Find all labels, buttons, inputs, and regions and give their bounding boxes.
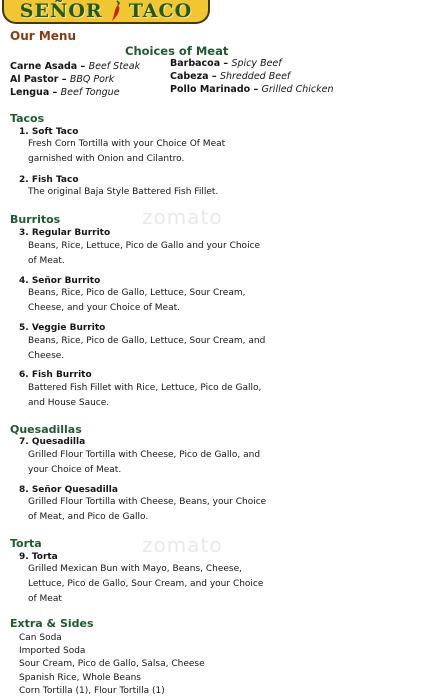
menu-item-desc: Beans, Rice, Lettuce, Pico de Gallo and your Choice of Meat.	[28, 241, 261, 266]
side-item: Spanish Rice, Whole Beans	[19, 673, 141, 683]
meat-desc: Shredded Beef	[219, 71, 291, 82]
section-title-extras: Extra & Sides	[10, 617, 94, 630]
menu-item-desc: Battered Fish Fillet with Rice, Lettuce, Pico de Gallo, and House Sauce.	[28, 383, 262, 408]
side-item: Can Soda	[19, 633, 62, 643]
watermark: zomato	[142, 205, 223, 229]
meat-desc: Beef Tongue	[60, 87, 120, 98]
brand-word-2: TACO	[128, 0, 193, 22]
menu-item-name: 1. Soft Taco	[19, 127, 79, 137]
menu-item-desc: Grilled Flour Tortilla with Cheese, Beans, your Choice of Meat, and Pico de Gallo.	[28, 497, 267, 522]
meat-choice: Cabeza – Shredded Beef	[170, 71, 291, 82]
side-item: Corn Tortilla (1), Flour Tortilla (1)	[19, 686, 165, 696]
menu-item-name: 9. Torta	[19, 552, 58, 562]
chili-pepper-icon	[109, 0, 123, 22]
menu-item-name: 7. Quesadilla	[19, 437, 86, 447]
meat-name: Barbacoa	[170, 58, 221, 69]
meat-desc: BBQ Pork	[69, 74, 115, 85]
menu-item-name: 5. Veggie Burrito	[19, 323, 106, 333]
brand-logo	[2, 0, 210, 24]
meat-desc: Spicy Beef	[231, 58, 282, 69]
meat-name: Al Pastor	[10, 74, 59, 85]
meat-name: Cabeza	[170, 71, 209, 82]
meat-name: Lengua	[10, 87, 50, 98]
section-title-quesadillas: Quesadillas	[10, 423, 82, 436]
meat-desc: Beef Steak	[88, 61, 141, 72]
menu-item-desc: Grilled Flour Tortilla with Cheese, Pico de Gallo, and your Choice of Meat.	[28, 450, 261, 475]
watermark: zomato	[142, 533, 223, 557]
menu-item-desc: Grilled Mexican Bun with Mayo, Beans, Cheese, Lettuce, Pico de Gallo, Sour Cream, and your Choice of Meat	[28, 564, 264, 604]
menu-title: Our Menu	[10, 29, 77, 43]
menu-item-name: 2. Fish Taco	[19, 175, 79, 185]
meat-choice: Pollo Marinado – Grilled Chicken	[170, 84, 334, 95]
menu-item-desc: The original Baja Style Battered Fish Fillet.	[28, 187, 219, 197]
section-title-burritos: Burritos	[10, 213, 61, 226]
meat-choice: Al Pastor – BBQ Pork	[10, 74, 115, 85]
menu-item-name: 8. Señor Quesadilla	[19, 485, 118, 495]
section-title-tacos: Tacos	[10, 112, 45, 125]
side-item: Imported Soda	[19, 646, 86, 656]
meat-choice: Carne Asada – Beef Steak	[10, 61, 141, 72]
menu-item-name: 3. Regular Burrito	[19, 228, 111, 238]
meat-desc: Grilled Chicken	[261, 84, 334, 95]
menu-item-name: 4. Señor Burrito	[19, 276, 101, 286]
section-title-torta: Torta	[10, 537, 42, 550]
brand-word-1: SEÑOR	[19, 0, 103, 22]
meat-choice: Barbacoa – Spicy Beef	[170, 58, 282, 69]
menu-item-desc: Beans, Rice, Pico de Gallo, Lettuce, Sour Cream, and Cheese.	[28, 336, 266, 361]
menu-item-desc: Fresh Corn Tortilla with your Choice Of Meat garnished with Onion and Cilantro.	[28, 139, 226, 164]
meat-name: Carne Asada	[10, 61, 78, 72]
side-item: Sour Cream, Pico de Gallo, Salsa, Cheese	[19, 659, 205, 669]
meat-choice: Lengua – Beef Tongue	[10, 87, 120, 98]
meat-name: Pollo Marinado	[170, 84, 251, 95]
menu-item-desc: Beans, Rice, Pico de Gallo, Lettuce, Sour Cream, Cheese, and your Choice of Meat.	[28, 288, 246, 313]
meats-heading: Choices of Meat	[125, 44, 229, 58]
menu-item-name: 6. Fish Burrito	[19, 370, 92, 380]
